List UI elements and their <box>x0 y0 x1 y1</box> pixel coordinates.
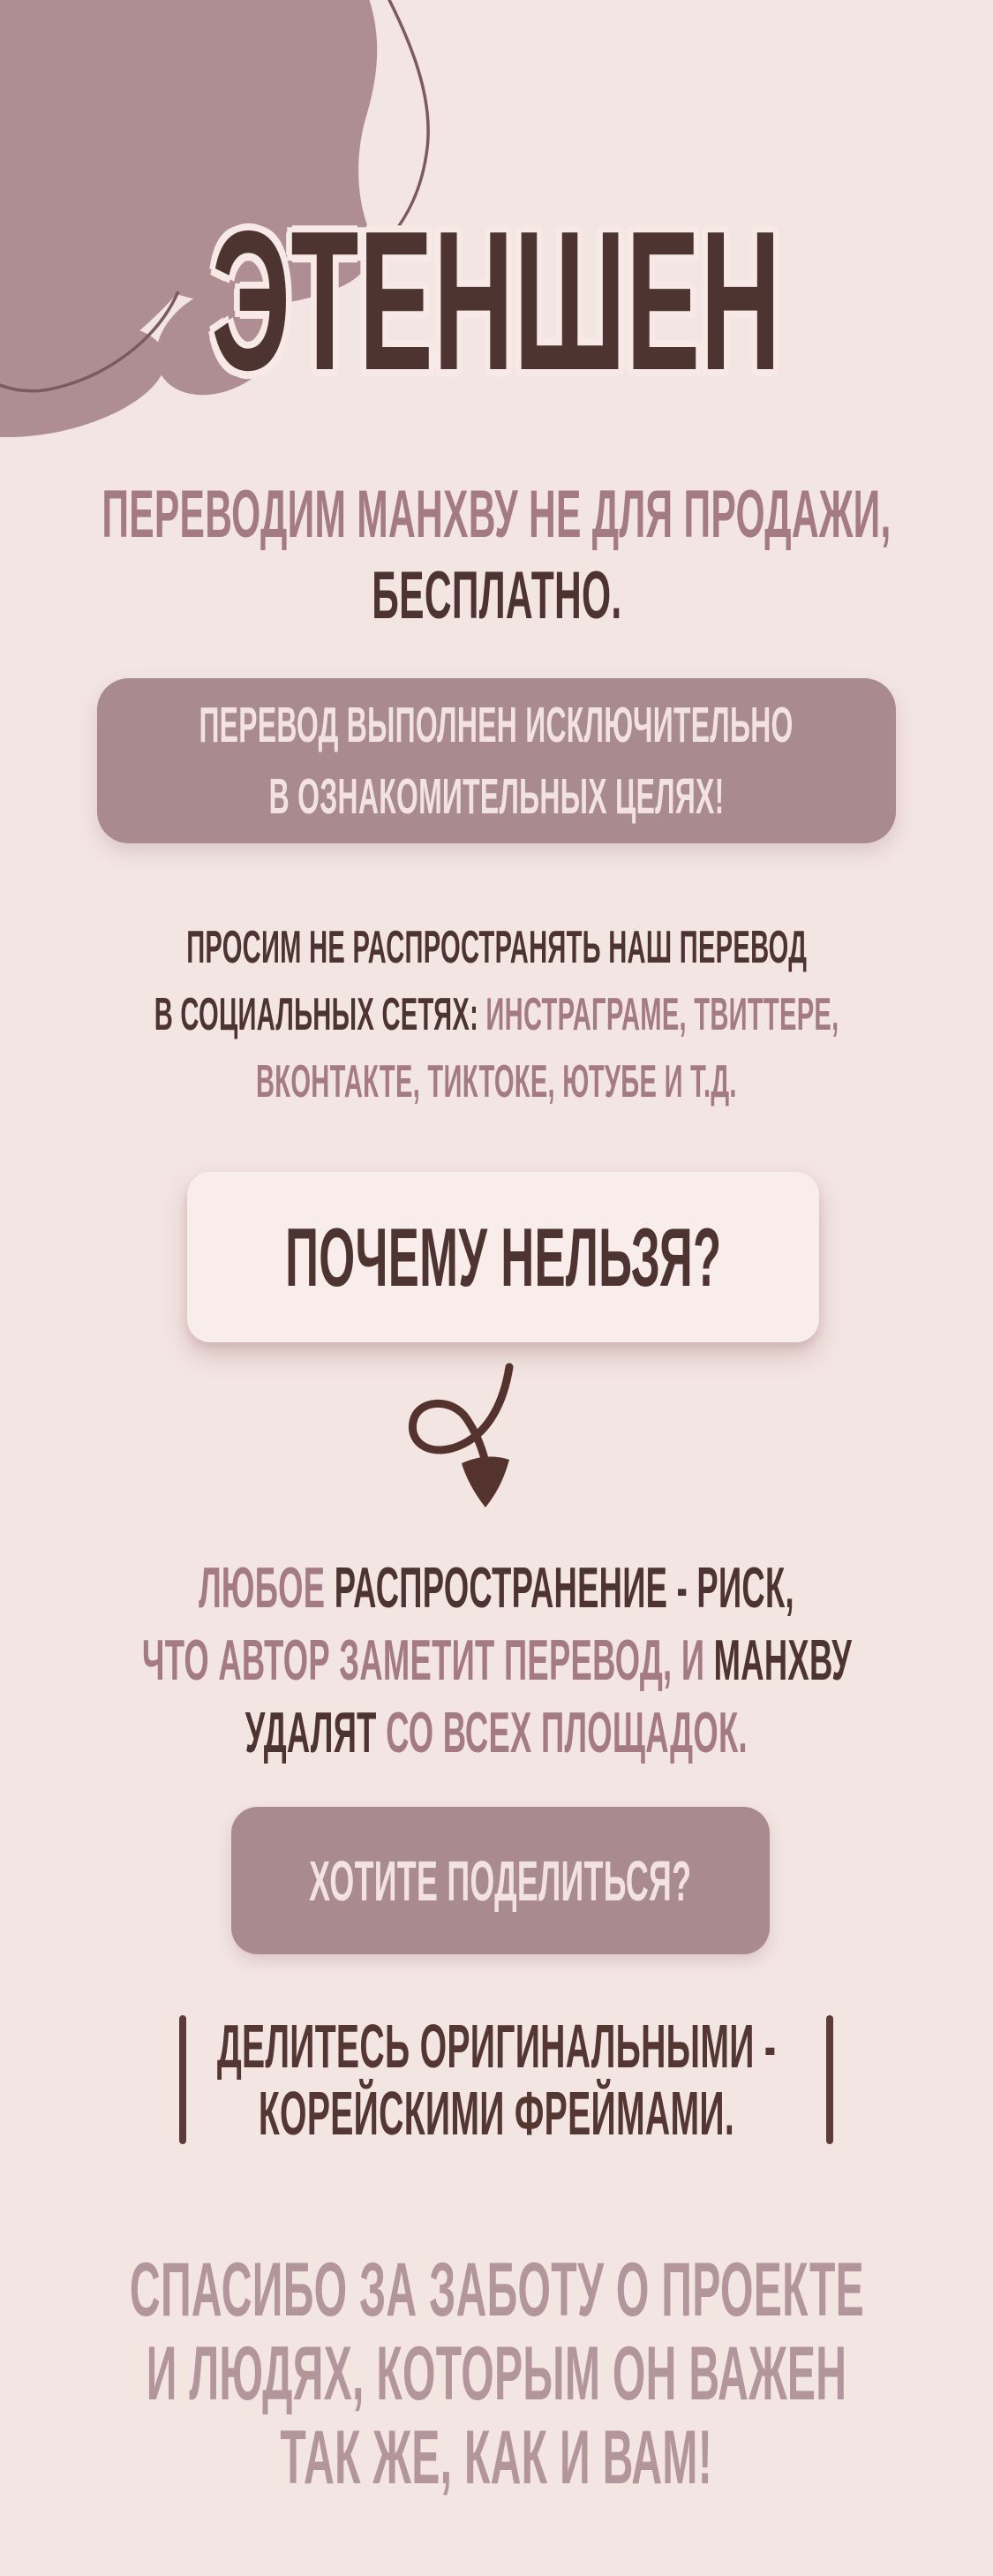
intro-line-2: БЕСПЛАТНО. <box>371 558 622 633</box>
risk-line-1-dark: РАСПРОСТРАНЕНИЕ - РИСК, <box>334 1555 794 1620</box>
share-button[interactable] <box>231 1807 770 1954</box>
request-line-2-dark: В СОЦИАЛЬНЫХ СЕТЯХ: <box>154 989 478 1040</box>
disclaimer-banner <box>97 678 896 843</box>
why-card-label: ПОЧЕМУ НЕЛЬЗЯ? <box>284 1210 722 1303</box>
page-title <box>0 189 993 412</box>
share-button-label: ХОТИТЕ ПОДЕЛИТЬСЯ? <box>309 1848 692 1913</box>
curly-arrow-head <box>462 1457 509 1507</box>
risk-line-3-dark: УДАЛЯТ <box>244 1700 377 1764</box>
request-line-2 <box>154 981 839 1048</box>
disclaimer-line-1: ПЕРЕВОД ВЫПОЛНЕН ИСКЛЮЧИТЕЛЬНО <box>199 696 794 753</box>
disclaimer-line-2: В ОЗНАКОМИТЕЛЬНЫХ ЦЕЛЯХ! <box>268 767 725 825</box>
risk-line-1-mauve: ЛЮБОЕ <box>199 1555 326 1620</box>
share-note-line-2: КОРЕЙСКИМИ ФРЕЙМАМИ. <box>258 2079 735 2148</box>
curly-arrow-down-icon <box>402 1360 543 1519</box>
intro-line-1: ПЕРЕВОДИМ МАНХВУ НЕ ДЛЯ ПРОДАЖИ, <box>102 477 891 552</box>
thanks-line-1: СПАСИБО ЗА ЗАБОТУ О ПРОЕКТЕ <box>129 2247 864 2332</box>
intro-text <box>0 474 993 637</box>
share-note <box>0 2005 993 2159</box>
thanks-line-2: И ЛЮДЯХ, КОТОРЫМ ОН ВАЖЕН <box>146 2331 847 2416</box>
risk-line-2 <box>141 1624 851 1696</box>
risk-line-2-mauve: ЧТО АВТОР ЗАМЕТИТ ПЕРЕВОД, И <box>141 1628 704 1692</box>
request-line-3: ВКОНТАКТЕ, ТИКТОКЕ, ЮТУБЕ И Т.Д. <box>256 1056 737 1107</box>
share-note-lines <box>0 2013 993 2147</box>
risk-line-1 <box>199 1552 794 1624</box>
share-note-line-1: ДЕЛИТЕСЬ ОРИГИНАЛЬНЫМИ - <box>216 2012 777 2081</box>
thanks-line-3: ТАК ЖЕ, КАК И ВАМ! <box>280 2415 713 2500</box>
curly-arrow-tail <box>412 1367 509 1466</box>
request-line-2-mauve: ИНСТРАГРАМЕ, ТВИТТЕРЕ, <box>485 989 839 1040</box>
right-bar-decoration <box>826 2015 833 2144</box>
thanks-text <box>0 2248 993 2500</box>
risk-line-3 <box>245 1696 748 1769</box>
request-text <box>0 914 993 1115</box>
risk-text <box>0 1552 993 1769</box>
why-card[interactable] <box>187 1172 819 1342</box>
risk-line-2-dark: МАНХВУ <box>713 1628 852 1692</box>
page-title-text: ЭТЕНШЕН <box>211 189 782 412</box>
request-line-1: ПРОСИМ НЕ РАСПРОСТРАНЯТЬ НАШ ПЕРЕВОД <box>185 922 808 973</box>
risk-line-3-mauve: СО ВСЕХ ПЛОЩАДОК. <box>386 1700 749 1764</box>
